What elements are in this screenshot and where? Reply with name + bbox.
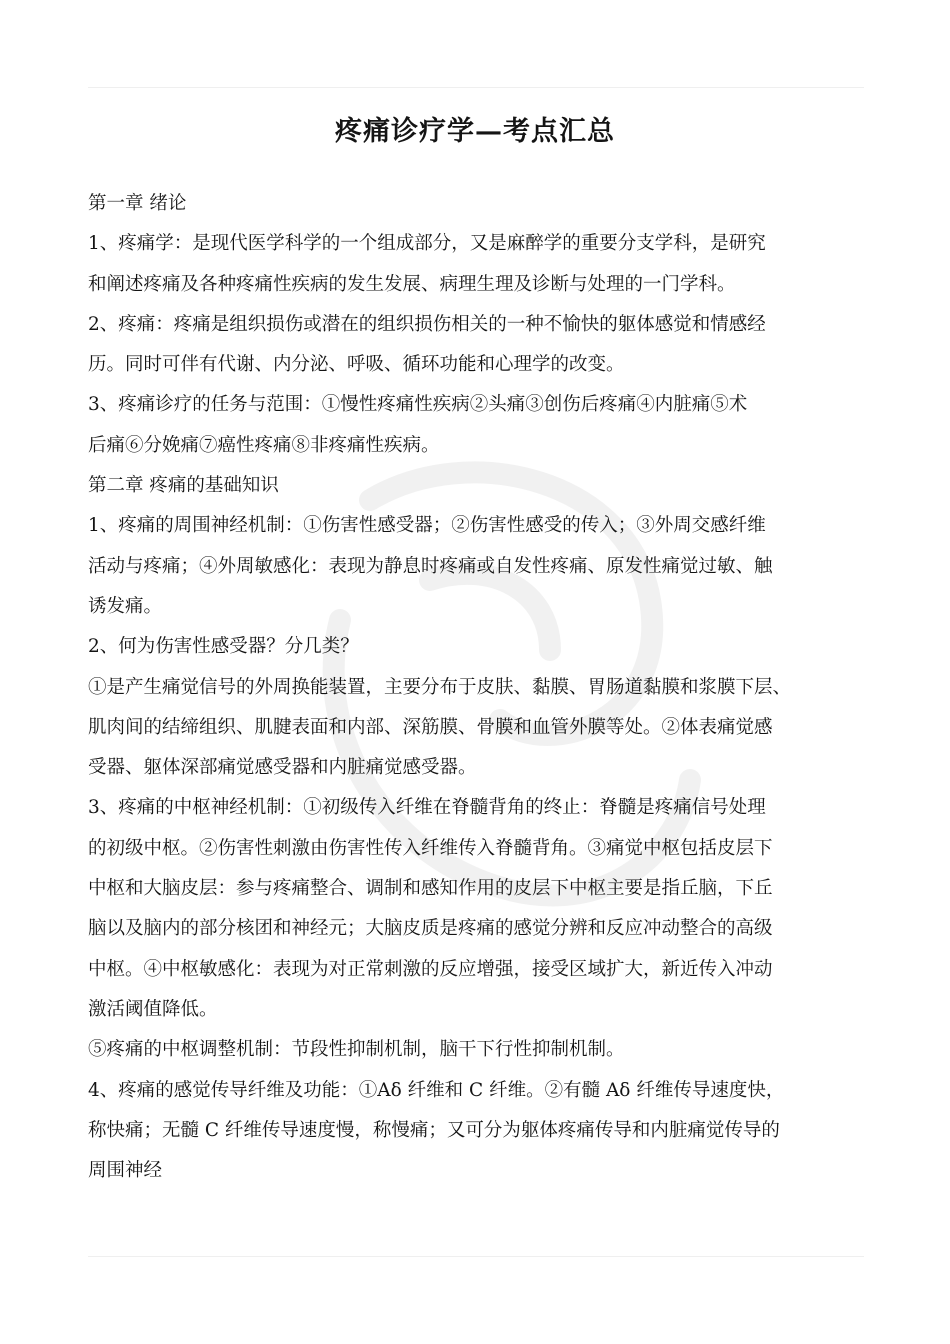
text-line: 称快痛；无髓 C 纤维传导速度慢，称慢痛；又可分为躯体疼痛传导和内脏痛觉传导的 <box>88 1119 780 1141</box>
text-line: 和阐述疼痛及各种疼痛性疾病的发生发展、病理生理及诊断与处理的一门学科。 <box>88 273 736 295</box>
text-line: 3、疼痛诊疗的任务与范围：①慢性疼痛性疾病②头痛③创伤后疼痛④内脏痛⑤术 <box>88 394 748 416</box>
text-line: 的初级中枢。②伤害性刺激由伤害性传入纤维传入脊髓背角。③痛觉中枢包括皮层下 <box>88 837 773 859</box>
text-line: 2、何为伤害性感受器？分几类？ <box>88 636 359 658</box>
text-line: 1、疼痛的周围神经机制：①伤害性感受器；②伤害性感受的传入；③外周交感纤维 <box>88 515 766 537</box>
text-line: ①是产生痛觉信号的外周换能装置，主要分布于皮肤、黏膜、胃肠道黏膜和浆膜下层、 <box>88 676 792 698</box>
text-line: 4、疼痛的感觉传导纤维及功能：①Aδ 纤维和 C 纤维。②有髓 Aδ 纤维传导速度快， <box>88 1079 785 1101</box>
chapter-heading: 第一章 绪论 <box>88 193 187 214</box>
text-line: 受器、躯体深部痛觉感受器和内脏痛觉感受器。 <box>88 757 477 779</box>
header-divider <box>88 87 864 88</box>
footer-divider <box>88 1256 864 1257</box>
document-title: 疼痛诊疗学—考点汇总 <box>335 116 615 147</box>
text-line: 后痛⑥分娩痛⑦癌性疼痛⑧非疼痛性疾病。 <box>88 434 440 456</box>
text-line: ⑤疼痛的中枢调整机制：节段性抑制机制，脑干下行性抑制机制。 <box>88 1039 625 1061</box>
text-line: 1、疼痛学：是现代医学科学的一个组成部分，又是麻醉学的重要分支学科，是研究 <box>88 233 766 255</box>
document-body <box>88 184 878 1191</box>
text-line: 肌肉间的结缔组织、肌腱表面和内部、深筋膜、骨膜和血管外膜等处。②体表痛觉感 <box>88 716 773 738</box>
text-line: 周围神经 <box>88 1160 163 1182</box>
text-line: 激活阈值降低。 <box>88 998 218 1020</box>
text-line: 历。同时可伴有代谢、内分泌、呼吸、循环功能和心理学的改变。 <box>88 354 625 376</box>
text-line: 诱发痛。 <box>88 595 163 617</box>
text-line: 2、疼痛：疼痛是组织损伤或潜在的组织损伤相关的一种不愉快的躯体感觉和情感经 <box>88 313 766 335</box>
chapter-heading: 第二章 疼痛的基础知识 <box>88 475 279 497</box>
text-line: 活动与疼痛；④外周敏感化：表现为静息时疼痛或自发性疼痛、原发性痛觉过敏、触 <box>88 555 773 577</box>
text-line: 中枢和大脑皮层：参与疼痛整合、调制和感知作用的皮层下中枢主要是指丘脑，下丘 <box>88 878 773 900</box>
text-line: 3、疼痛的中枢神经机制：①初级传入纤维在脊髓背角的终止：脊髓是疼痛信号处理 <box>88 797 766 819</box>
text-line: 中枢。④中枢敏感化：表现为对正常刺激的反应增强，接受区域扩大，新近传入冲动 <box>88 958 773 980</box>
text-line: 脑以及脑内的部分核团和神经元；大脑皮质是疼痛的感觉分辨和反应冲动整合的高级 <box>88 918 773 940</box>
